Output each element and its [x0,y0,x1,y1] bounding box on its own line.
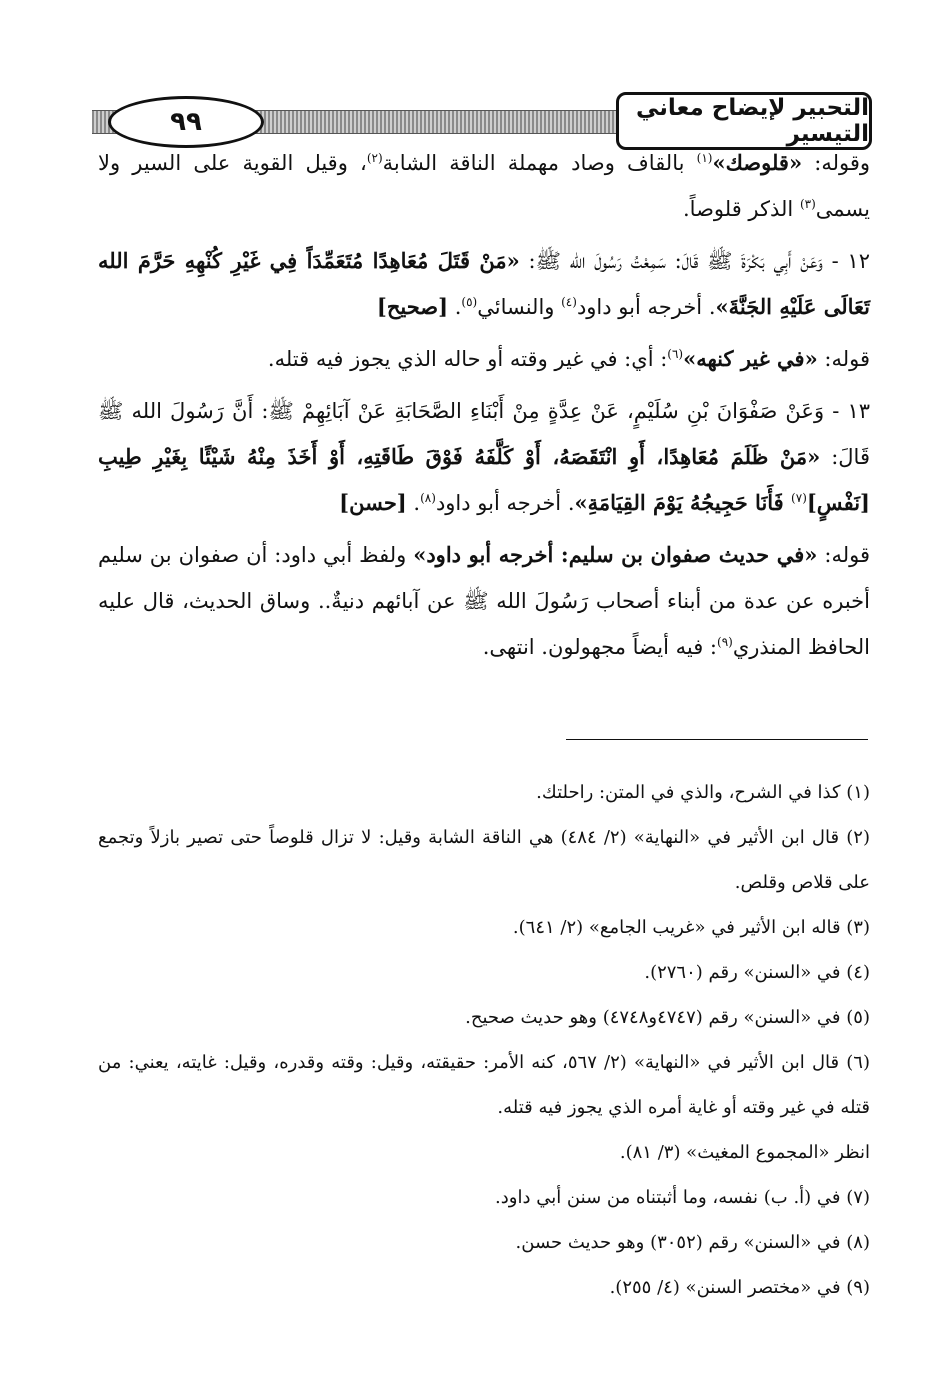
page-number: ٩٩ [108,96,264,148]
quoted-term: «في غير كنهه» [683,346,818,371]
footnote-ref: (٧) [791,491,807,505]
text-run: ، وقيل القوية على السير ولا يسمى [98,151,870,221]
text-run: . [406,491,421,515]
footnote-6: (٦) قال ابن الأثير في «النهاية» (٢/ ٥٦٧، كنه الأمر: حقيقته، وقيل: وقته وقدره، وقيل: غايته، يعني: من قتله في غير وقته أو غاية أمره الذي يجوز فيه قتله. [98,1052,870,1118]
footnote-ref: (٣) [799,197,816,211]
footnote-ref: (٤) [561,295,577,309]
text-run: ولفظ أبي داود: أن صفوان بن سليم أخبره عن عدة من أبناء أصحاب رَسُولَ الله ﷺ عن آبائهم دنيةٌ.. وساق الحديث، قال عليه الحافظ المنذري [98,543,870,659]
grading-label: [صحيح] [376,294,449,319]
text-run: : فيه أيضاً مجهولون. انتهى. [482,635,718,659]
text-run: . أخرجه أبو داود [435,491,575,515]
footnote-9: (٩) في «مختصر السنن» (٤/ ٢٥٥). [609,1277,870,1298]
text-run: وقوله: [802,151,870,175]
footnote-ref: (٥) [461,295,478,309]
footnote-ref: (١) [696,151,713,165]
grading-label: [حسن] [339,490,407,515]
footnote-ref: (٨) [420,491,436,505]
book-title: التحبير لإيضاح معاني التيسير [616,92,872,150]
footnote-ref: (٢) [366,151,383,165]
footnote-ref: (٩) [717,635,733,649]
text-run: . أخرجه أبو داود [576,295,716,319]
quoted-term: «في حديث صفوان بن سليم: أخرجه أبو داود» [413,542,818,567]
footnote-2: (٢) قال ابن الأثير في «النهاية» (٢/ ٤٨٤) هي الناقة الشابة وقيل: لا تزال قلوصاً حتى تصير بازلاً وتجمع على قلاص وقلص. [98,827,870,893]
footnote-3: (٣) قاله ابن الأثير في «غريب الجامع» (٢/ ٦٤١). [512,917,870,938]
footnotes [98,770,870,1310]
hadith-text: «مَنْ ظَلَمَ مُعَاهِدًا، أَوِ انْتَقَصَهُ، أَوْ كَلَّفَهُ فَوْقَ طَاقَتِهِ، أَوْ أَخَذَ مِنْهُ شَيْئًا بِغَيْرِ طِيبِ [نَفْسٍ] [98,444,870,515]
hadith-text: «مَنْ قَتَلَ مُعَاهِدًا مُتَعَمِّدَاً فِي غَيْرِ كُنْهِهِ حَرَّمَ الله تَعَالَى عَلَيْهِ الجَنَّةَ» [98,248,870,319]
footnote-4: (٤) في «السنن» رقم (٢٧٦٠). [644,962,870,983]
footnote-6-continued: انظر «المجموع المغيث» (٣/ ٨١). [619,1142,870,1163]
paragraph-qalusuk [98,140,870,232]
main-text [98,140,870,676]
footnote-8: (٨) في «السنن» رقم (٣٠٥٢) وهو حديث حسن. [515,1232,870,1253]
hadith-13 [98,388,870,526]
text-run: قوله: [817,543,870,567]
quoted-term: «قلوصك» [712,150,803,175]
paragraph-safwan [98,532,870,670]
text-run: بالقاف وصاد مهملة الناقة الشابة [382,151,697,175]
footnote-7: (٧) في (أ. ب) نفسه، وما أثبتناه من سنن أبي داود. [495,1187,870,1208]
text-run: والنسائي [477,295,562,319]
text-run: الذكر قلوصاً. [683,197,800,221]
footnote-5: (٥) في «السنن» رقم (٤٧٤٧و٤٧٤٨) وهو حديث صحيح. [465,1007,870,1028]
text-run: ١٢ - وَعَنْ أَبِي بَكْرَةَ ﷺ قَالَ: سَمِعْتُ رَسُولَ الله ﷺ: [519,249,870,273]
footnote-1: (١) كذا في الشرح، والذي في المتن: راحلتك. [536,782,870,803]
footnote-separator [566,739,868,740]
text-run: قوله: [817,347,870,371]
hadith-12 [98,238,870,330]
paragraph-kunhih [98,336,870,382]
text-run: : أي: في غير وقته أو حاله الذي يجوز فيه قتله. [267,347,668,371]
hadith-text: فَأَنَا حَجِيجُهُ يَوْمَ القِيَامَةِ» [574,490,792,515]
footnote-ref: (٦) [667,347,684,361]
text-run: . [448,295,462,319]
text-run: ١٣ - وَعَنْ صَفْوَانَ بْنِ سُلَيْمٍ، عَنْ عِدَّةٍ مِنْ أَبْنَاءِ الصَّحَابَةِ عَنْ آبَائِهِمْ ﷺ: أَنَّ رَسُولَ الله ﷺ قَالَ: [98,399,870,469]
